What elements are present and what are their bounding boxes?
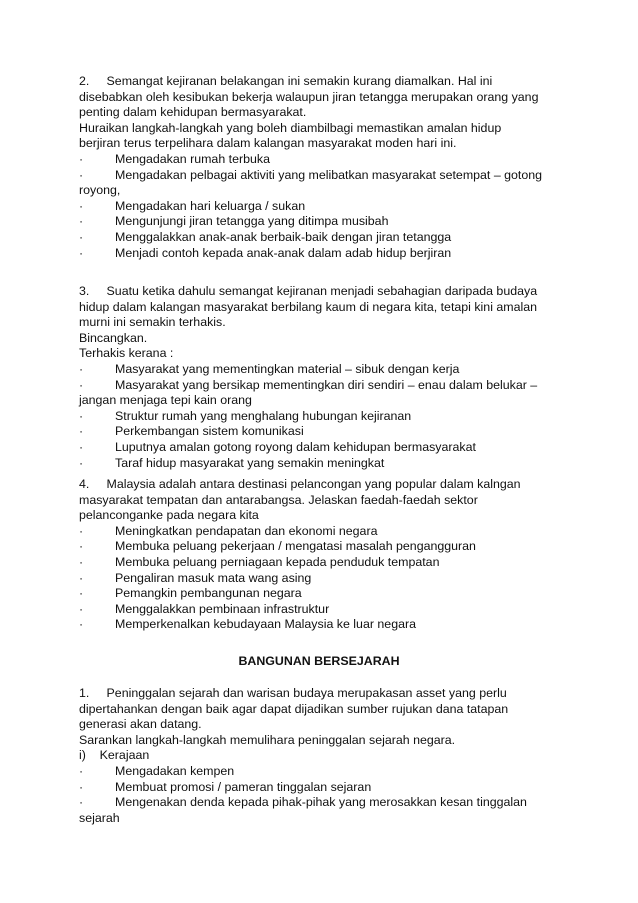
bullet-point	[79, 362, 569, 378]
bullet-point	[79, 152, 569, 168]
bullet-point	[79, 246, 569, 262]
bullet-point	[79, 440, 569, 456]
bullet-text: Menjadi contoh kepada anak-anak dalam adab hidup berjiran	[115, 245, 452, 260]
bullet-text: Mengadakan pelbagai aktiviti yang melibatkan masyarakat setempat – gotong	[115, 167, 543, 182]
bullet-text: Taraf hidup masyarakat yang semakin meningkat	[115, 455, 385, 470]
bullet-text: Membuka peluang perniagaan kepada penduduk tempatan	[115, 554, 440, 569]
bullet-text: Mengenakan denda kepada pihak-pihak yang merosakkan kesan tinggalan	[115, 795, 527, 810]
bullet-text: Meningkatkan pendapatan dan ekonomi negara	[115, 523, 378, 538]
bullet-text: Menggalakkan pembinaan infrastruktur	[115, 601, 330, 616]
bullet-icon: ·	[79, 779, 84, 794]
bullet-text: Luputnya amalan gotong royong dalam kehidupan bermasyarakat	[115, 439, 476, 454]
bullet-text: Struktur rumah yang menghalang hubungan kejiranan	[115, 408, 412, 423]
question-line: penting dalam kehidupan bermasyarakat.	[79, 105, 307, 120]
bullet-point	[79, 199, 569, 215]
question-line: generasi akan datang.	[79, 717, 202, 732]
bullet-point	[79, 539, 569, 555]
question-line: Bincangkan.	[79, 330, 148, 345]
question-line: disebabkan oleh kesibukan bekerja walaupun jiran tetangga merupakan orang yang	[79, 89, 539, 104]
bullet-icon: ·	[79, 361, 84, 376]
question-4	[79, 477, 569, 633]
bullet-icon: ·	[79, 586, 84, 601]
question-line: dipertahankan dengan baik agar dapat dijadikan sumber rujukan dana tatapan	[79, 701, 509, 716]
bullet-point	[79, 764, 569, 780]
question-3	[79, 284, 569, 471]
bullet-icon: ·	[79, 424, 84, 439]
bullet-point	[79, 409, 569, 425]
section-heading: BANGUNAN BERSEJARAH	[238, 654, 400, 668]
bullet-icon: ·	[79, 214, 84, 229]
bullet-text: Perkembangan sistem komunikasi	[115, 424, 304, 439]
question-line: berjiran terus terpelihara dalam kalangan masyarakat moden hari ini.	[79, 136, 457, 151]
bullet-text: Menggalakkan anak-anak berbaik-baik dengan jiran tetangga	[115, 229, 452, 244]
bullet-icon: ·	[79, 763, 84, 778]
question-line: i) Kerajaan	[79, 748, 150, 763]
section-question-1	[79, 686, 569, 826]
bullet-icon: ·	[79, 554, 84, 569]
question-line: Sarankan langkah-langkah memulihara peninggalan sejarah negara.	[79, 732, 456, 747]
bullet-icon: ·	[79, 795, 84, 810]
bullet-point	[79, 230, 569, 246]
bullet-point	[79, 524, 569, 540]
bullet-point	[79, 795, 569, 811]
bullet-icon: ·	[79, 408, 84, 423]
question-line: 2. Semangat kejiranan belakangan ini semakin kurang diamalkan. Hal ini	[79, 74, 493, 88]
bullet-point	[79, 571, 569, 587]
question-line: murni ini semakin terhakis.	[79, 315, 226, 330]
question-line: 4. Malaysia adalah antara destinasi pelancongan yang popular dalam kalngan	[79, 477, 521, 491]
question-2	[79, 74, 569, 261]
question-line: masyarakat tempatan dan antarabangsa. Jelaskan faedah-faedah sektor	[79, 492, 478, 507]
bullet-icon: ·	[79, 151, 84, 166]
bullet-icon: ·	[79, 439, 84, 454]
bullet-text: Mengunjungi jiran tetangga yang ditimpa musibah	[115, 214, 389, 229]
question-line: 1. Peninggalan sejarah dan warisan budaya merupakasan asset yang perlu	[79, 686, 507, 700]
bullet-point	[79, 555, 569, 571]
bullet-point	[79, 168, 569, 184]
bullet-icon: ·	[79, 539, 84, 554]
bullet-text: Membuat promosi / pameran tinggalan sejaran	[115, 779, 372, 794]
bullet-text: Pemangkin pembangunan negara	[115, 586, 302, 601]
bullet-point	[79, 602, 569, 618]
bullet-text: Masyarakat yang mementingkan material – sibuk dengan kerja	[115, 361, 460, 376]
bullet-icon: ·	[79, 198, 84, 213]
bullet-icon: ·	[79, 570, 84, 585]
bullet-icon: ·	[79, 617, 84, 632]
bullet-point	[79, 378, 569, 394]
bullet-point	[79, 214, 569, 230]
question-line: 3. Suatu ketika dahulu semangat kejiranan menjadi sebahagian daripada budaya	[79, 284, 538, 298]
bullet-point	[79, 780, 569, 796]
bullet-icon: ·	[79, 601, 84, 616]
bullet-icon: ·	[79, 229, 84, 244]
question-line: pelanconganke pada negara kita	[79, 508, 259, 523]
bullet-point	[79, 617, 569, 633]
bullet-continuation: sejarah	[79, 810, 120, 825]
question-line: hidup dalam kalangan masyarakat berbilang kaum di negara kita, tetapi kini amalan	[79, 299, 538, 314]
bullet-icon: ·	[79, 377, 84, 392]
bullet-text: Membuka peluang pekerjaan / mengatasi masalah pengangguran	[115, 539, 476, 554]
bullet-point	[79, 586, 569, 602]
bullet-point	[79, 456, 569, 472]
bullet-text: Mengadakan rumah terbuka	[115, 151, 270, 166]
bullet-icon: ·	[79, 167, 84, 182]
question-line: Terhakis kerana :	[79, 346, 174, 361]
bullet-continuation: royong,	[79, 183, 121, 198]
bullet-icon: ·	[79, 245, 84, 260]
bullet-text: Pengaliran masuk mata wang asing	[115, 570, 312, 585]
bullet-icon: ·	[79, 523, 84, 538]
bullet-text: Memperkenalkan kebudayaan Malaysia ke luar negara	[115, 617, 416, 632]
bullet-icon: ·	[79, 455, 84, 470]
bullet-continuation: jangan menjaga tepi kain orang	[79, 393, 252, 408]
bullet-text: Mengadakan kempen	[115, 763, 235, 778]
bullet-point	[79, 424, 569, 440]
bullet-text: Masyarakat yang bersikap mementingkan diri sendiri – enau dalam belukar –	[115, 377, 538, 392]
bullet-text: Mengadakan hari keluarga / sukan	[115, 198, 306, 213]
question-line: Huraikan langkah-langkah yang boleh diambilbagi memastikan amalan hidup	[79, 120, 502, 135]
